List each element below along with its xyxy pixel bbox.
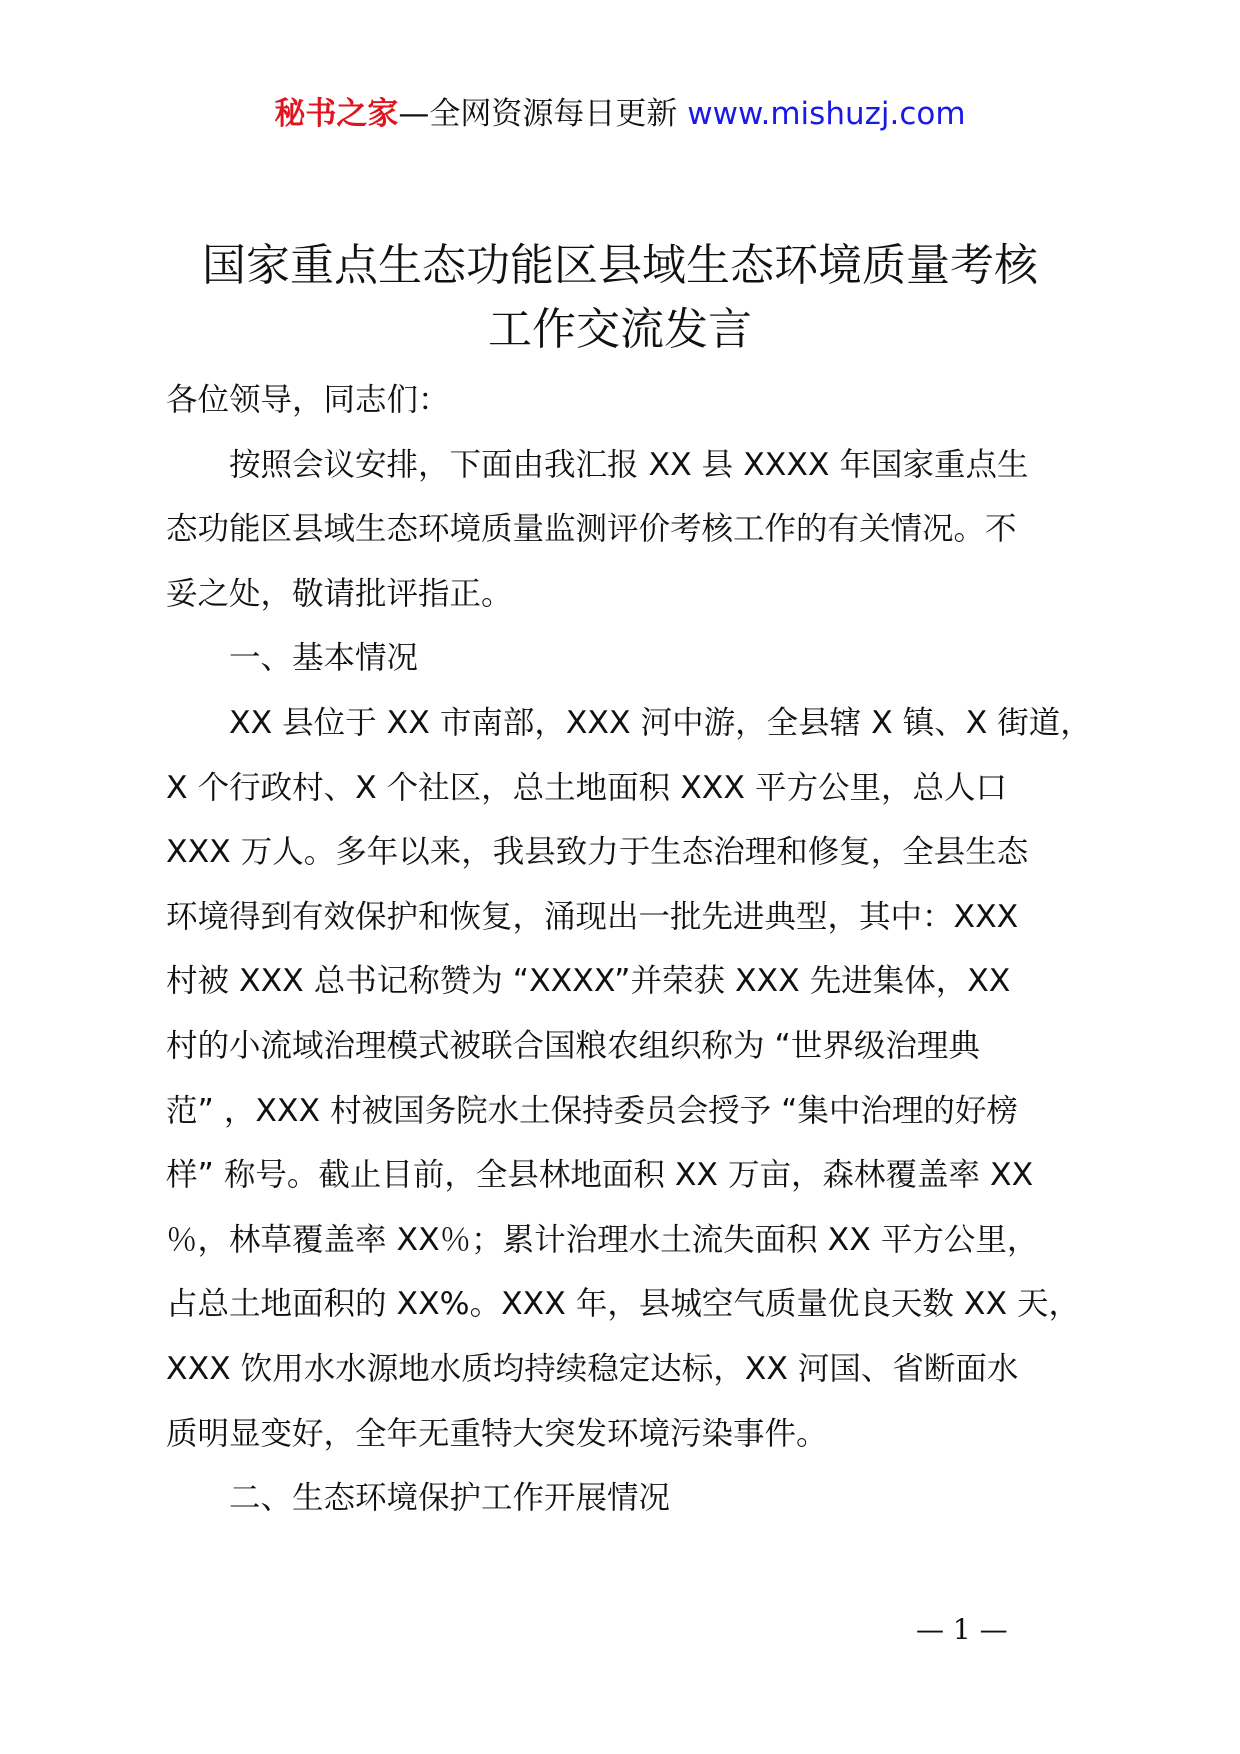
paragraph-line: 占总土地面积的 XX%。XXX 年，县城空气质量优良天数 XX 天，: [166, 1286, 1081, 1323]
site-url-link[interactable]: www.mishuzj.com: [687, 96, 966, 132]
site-header: [0, 94, 1240, 134]
page-number: — 1 —: [916, 1613, 1008, 1646]
site-brand: 秘书之家: [274, 96, 399, 132]
paragraph-line: 妥之处，敬请批评指正。: [166, 575, 513, 612]
paragraph-line: 样” 称号。截止目前，全县林地面积 XX 万亩，森林覆盖率 XX: [166, 1157, 1034, 1194]
document-title-line-2: 工作交流发言: [488, 304, 752, 355]
paragraph-line: 村被 XXX 总书记称赞为 “XXXX”并荣获 XXX 先进集体，XX: [166, 963, 1011, 1000]
paragraph-line: 按照会议安排，下面由我汇报 XX 县 XXXX 年国家重点生: [229, 446, 1029, 483]
section-1-paragraph: [166, 691, 1092, 1466]
paragraph-line: 环境得到有效保护和恢复，涌现出一批先进典型，其中：XXX: [166, 898, 1019, 935]
paragraph-line: 村的小流域治理模式被联合国粮农组织称为 “世界级治理典: [166, 1027, 980, 1064]
paragraph-line: ％，林草覆盖率 XX％；累计治理水土流失面积 XX 平方公里，: [166, 1221, 1039, 1258]
paragraph-line: X 个行政村、X 个社区，总土地面积 XXX 平方公里，总人口: [166, 769, 1007, 806]
site-slogan: —全网资源每日更新: [398, 96, 678, 132]
paragraph-line: XX 县位于 XX 市南部，XXX 河中游，全县辖 X 镇、X 街道，: [229, 704, 1092, 741]
section-heading-2: 二、生态环境保护工作开展情况: [229, 1480, 671, 1517]
paragraph-line: 质明显变好，全年无重特大突发环境污染事件。: [166, 1415, 828, 1452]
document-body: [166, 368, 1092, 1531]
document-title-line-1: 国家重点生态功能区县域生态环境质量考核: [202, 240, 1038, 291]
section-heading-1: 一、基本情况: [229, 640, 419, 677]
paragraph-line: XXX 万人。多年以来，我县致力于生态治理和修复，全县生态: [166, 834, 1029, 871]
paragraph-line: XXX 饮用水水源地水质均持续稳定达标，XX 河国、省断面水: [166, 1350, 1019, 1387]
paragraph-line: 态功能区县域生态环境质量监测评价考核工作的有关情况。不: [166, 511, 1017, 548]
greeting: 各位领导，同志们：: [166, 382, 450, 418]
paragraph-line: 范” ，XXX 村被国务院水土保持委员会授予 “集中治理的好榜: [166, 1092, 1018, 1129]
intro-paragraph: [166, 433, 1086, 627]
